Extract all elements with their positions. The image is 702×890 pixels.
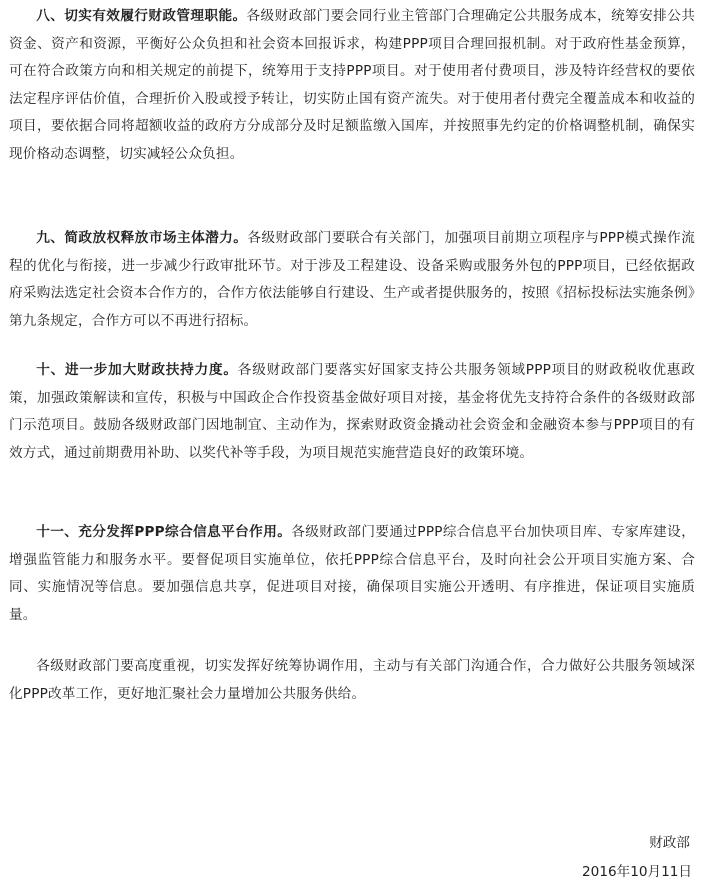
section-text: 各级财政部门要落实好国家支持公共服务领域PPP项目的财政税收优惠政策，加强政策解读和宣传，积极与中国政企合作投资基金做好项目对接，基金将优先支持符合条件的各级财政部门示范项目。鼓励各级财政部门因地制宜、主动作为，探索财政资金撬动社会资金和金融资本参与PPP项目的有效方式，通过前期费用补助、以奖代补等手段，为项目规范实施营造良好的政策环境。 xyxy=(9,362,695,461)
section-heading: 九、简政放权释放市场主体潜力。 xyxy=(36,230,248,246)
paragraph-section-9 xyxy=(9,225,695,335)
closing-text: 各级财政部门要高度重视，切实发挥好统筹协调作用，主动与有关部门沟通合作，合力做好公共服务领域深化PPP改革工作，更好地汇聚社会力量增加公共服务供给。 xyxy=(9,658,695,702)
section-text: 各级财政部门要联合有关部门，加强项目前期立项程序与PPP模式操作流程的优化与衔接，进一步减少行政审批环节。对于涉及工程建设、设备采购或服务外包的PPP项目，已经依据政府采购法选定社会资本合作方的，合作方依法能够自行建设、生产或者提供服务的，按照《招标投标法实施条例》第九条规定，合作方可以不再进行招标。 xyxy=(9,230,695,329)
section-text: 各级财政部门要会同行业主管部门合理确定公共服务成本，统筹安排公共资金、资产和资源，平衡好公众负担和社会资本回报诉求，构建PPP项目合理回报机制。对于政府性基金预算，可在符合政策方向和相关规定的前提下，统筹用于支持PPP项目。对于使用者付费项目，涉及特许经营权的要依法定程序评估价值，合理折价入股或授予转让，切实防止国有资产流失。对于使用者付费完全覆盖成本和收益的项目，要依据合同将超额收益的政府方分成部分及时足额监缴入国库，并按照事先约定的价格调整机制，确保实现价格动态调整，切实减轻公众负担。 xyxy=(9,8,696,162)
paragraph-closing xyxy=(9,653,695,708)
paragraph-section-11 xyxy=(9,519,695,629)
signature-organization: 财政部 xyxy=(649,835,690,851)
section-heading: 十、进一步加大财政扶持力度。 xyxy=(36,362,238,378)
signature-date: 2016年10月11日 xyxy=(582,864,692,880)
section-text: 各级财政部门要通过PPP综合信息平台加快项目库、专家库建设，增强监管能力和服务水平。要督促项目实施单位，依托PPP综合信息平台，及时向社会公开项目实施方案、合同、实施情况等信息。要加强信息共享，促进项目对接，确保项目实施公开透明、有序推进，保证项目实施质量。 xyxy=(9,524,695,623)
paragraph-section-8 xyxy=(9,3,695,169)
section-heading: 八、切实有效履行财政管理职能。 xyxy=(36,8,247,24)
paragraph-section-10 xyxy=(9,357,695,467)
section-heading: 十一、充分发挥PPP综合信息平台作用。 xyxy=(36,524,292,540)
